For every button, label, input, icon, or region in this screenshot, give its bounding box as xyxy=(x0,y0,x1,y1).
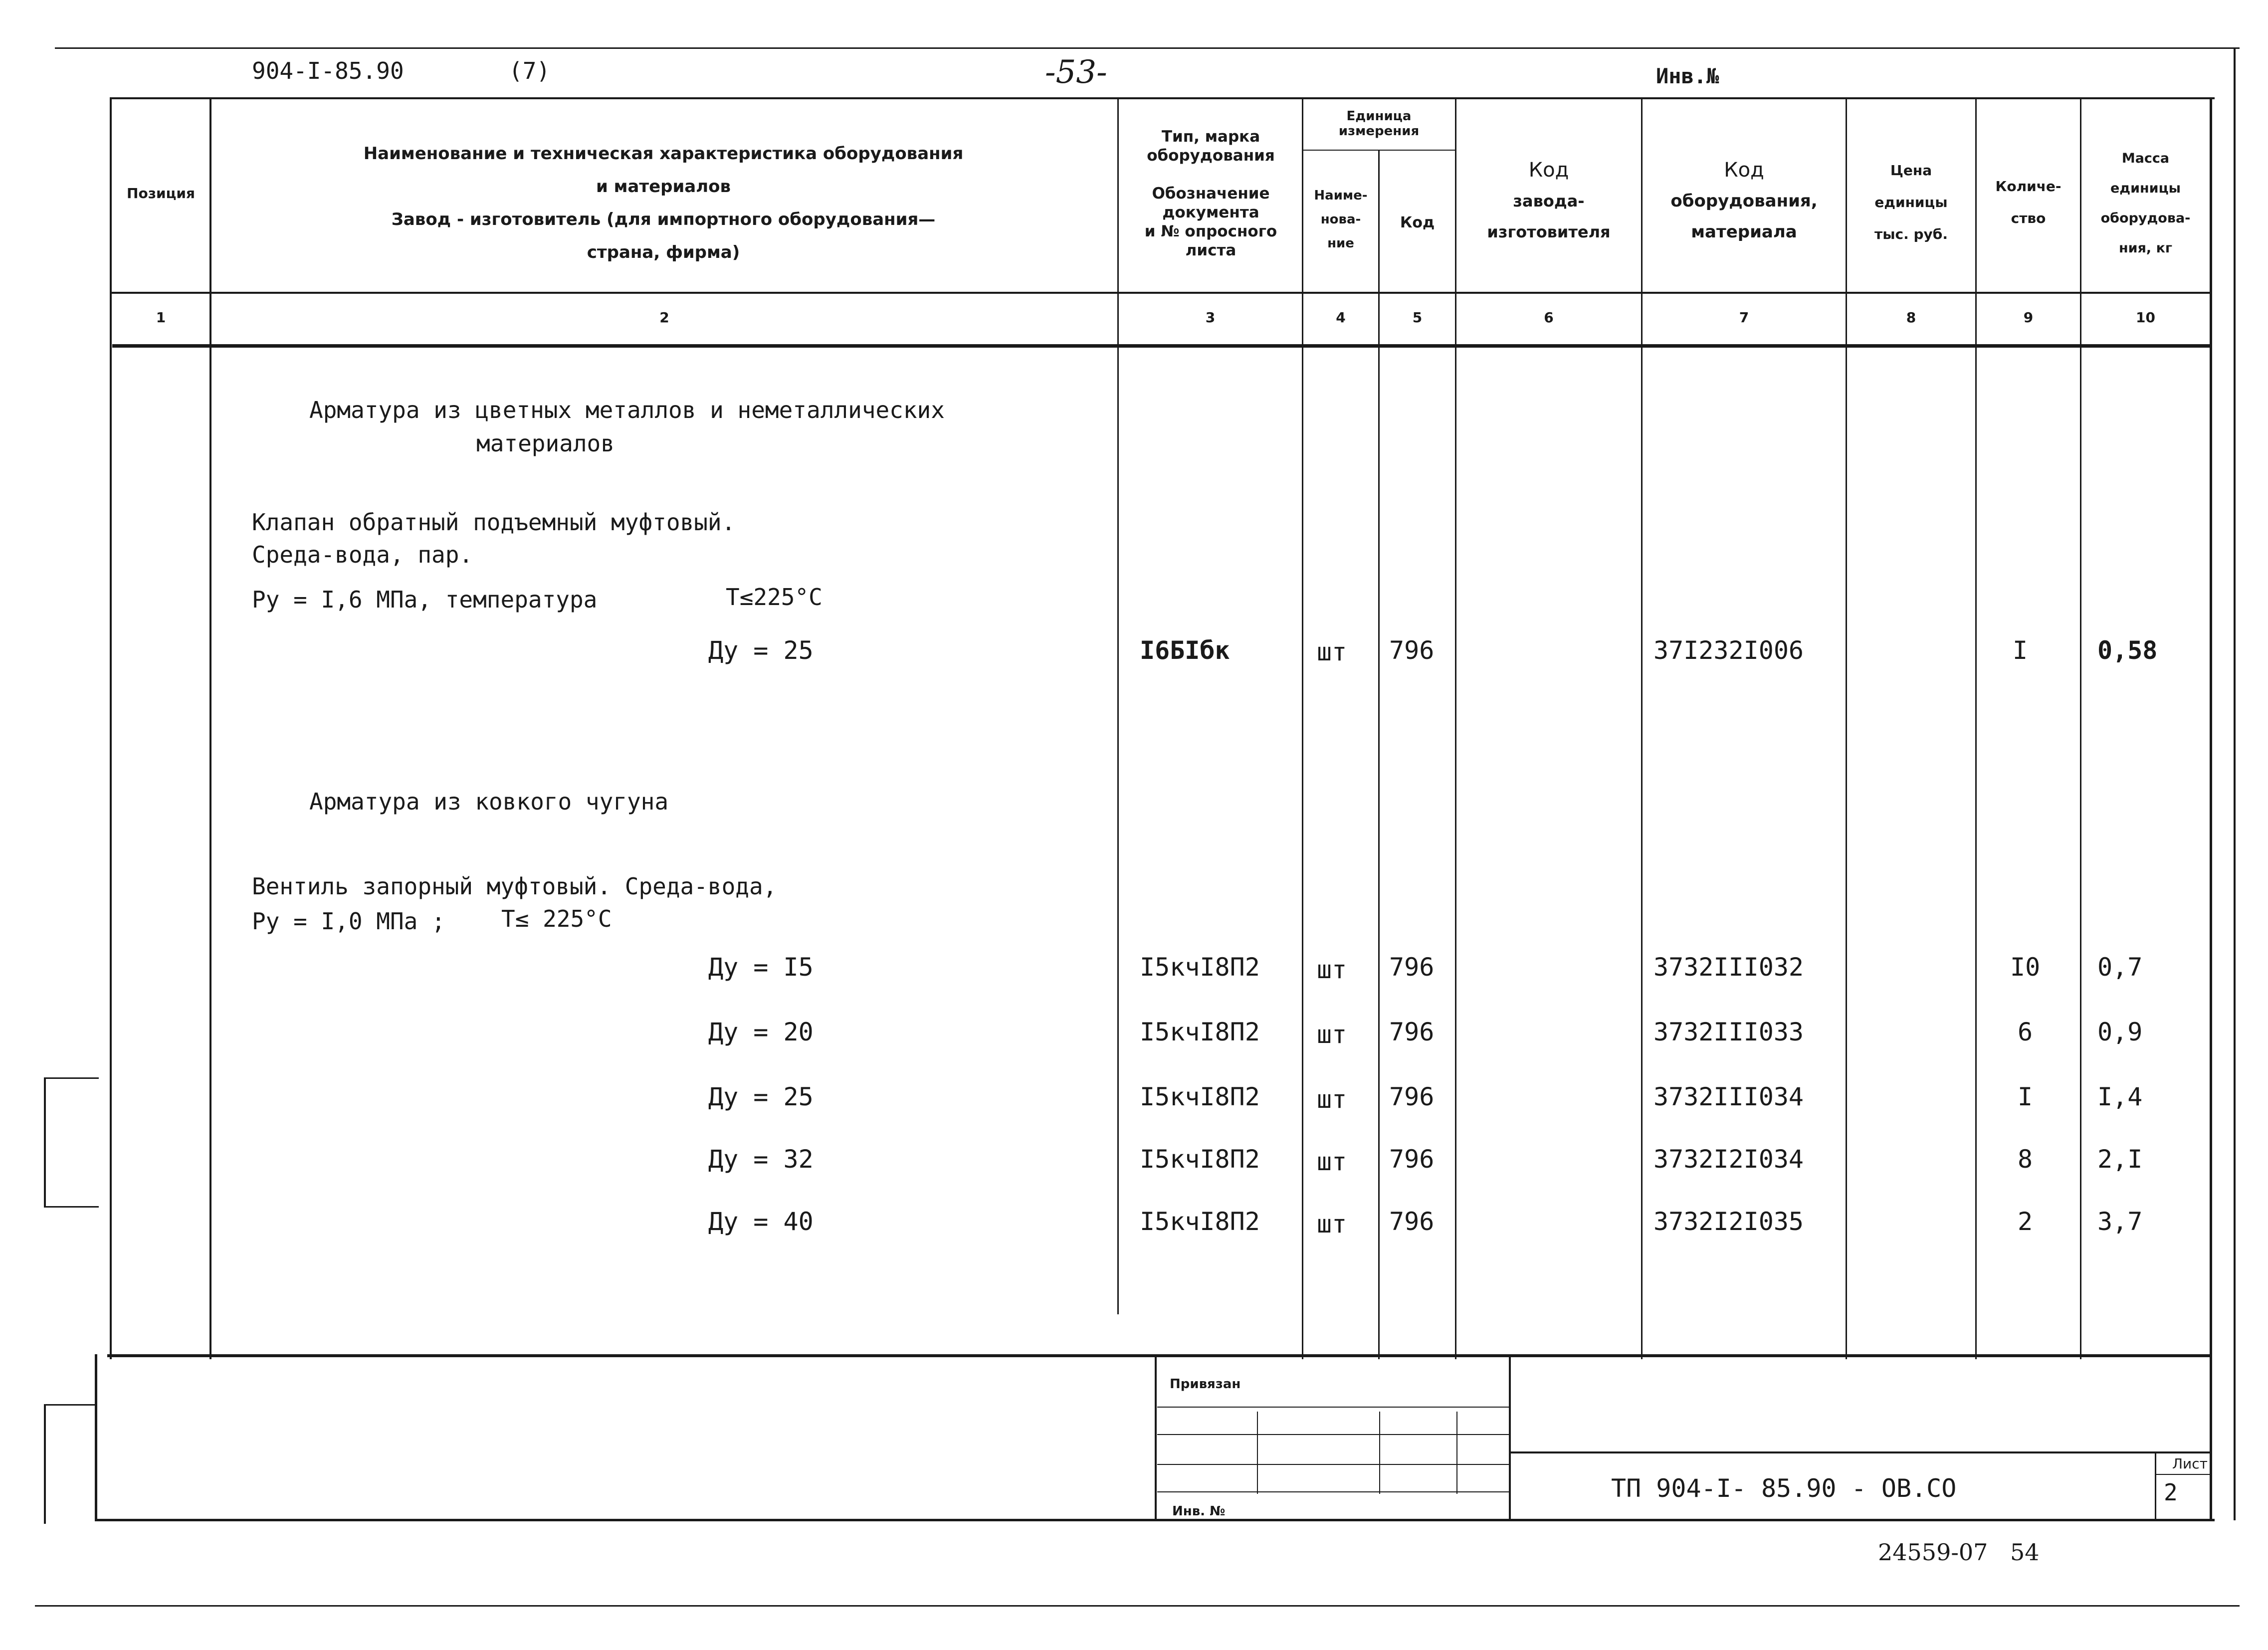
header-name-l1: Наименование и техническая характеристика оборудования xyxy=(363,144,964,164)
row-6-unit: шт xyxy=(1317,1210,1347,1238)
header-price xyxy=(1847,155,1975,250)
row-1-mass: 0,58 xyxy=(2097,636,2158,665)
row-5-du: Ду = 32 xyxy=(708,1145,814,1174)
header-factory-code-l2: завода- xyxy=(1513,192,1585,210)
item-shutoff-valve-temp: Т≤ 225°С xyxy=(501,905,612,932)
header-unit-name xyxy=(1303,184,1378,255)
row-6-code: 3732I2I035 xyxy=(1653,1207,1804,1236)
col-number-3: 3 xyxy=(1205,309,1216,326)
col-number-4: 4 xyxy=(1336,309,1346,326)
col-number-2: 2 xyxy=(659,309,669,326)
col-number-8: 8 xyxy=(1906,309,1916,326)
archive-page: 54 xyxy=(2010,1539,2040,1566)
section-title-nonferrous-l1: Арматура из цветных металлов и неметаллических xyxy=(309,397,945,423)
header-mass-l2: единицы xyxy=(2110,181,2181,196)
row-4-code: 3732III034 xyxy=(1653,1082,1804,1111)
header-mass-l4: ния, кг xyxy=(2119,240,2172,256)
header-name-l3: Завод - изготовитель (для импортного оборудования— xyxy=(391,209,936,229)
header-equipment-code-l2: оборудования, xyxy=(1670,191,1818,211)
row-5-code: 3732I2I034 xyxy=(1653,1145,1804,1174)
row-3-du: Ду = 20 xyxy=(708,1018,814,1046)
row-4-unit-code: 796 xyxy=(1389,1082,1435,1111)
header-price-l3: тыс. руб. xyxy=(1874,226,1948,242)
sheet-paren: (7) xyxy=(509,57,551,84)
header-type-l3: Обозначение xyxy=(1152,185,1270,203)
header-unit-code: Код xyxy=(1400,214,1435,231)
privyazan-label: Привязан xyxy=(1170,1377,1241,1392)
row-6-unit-code: 796 xyxy=(1389,1207,1435,1236)
header-price-l1: Цена xyxy=(1890,162,1932,179)
row-2-du: Ду = I5 xyxy=(708,953,814,982)
header-quantity-l2: ство xyxy=(2011,210,2046,226)
header-unit-name-l1: Наиме- xyxy=(1314,188,1368,203)
item-check-valve-l1: Клапан обратный подъемный муфтовый. xyxy=(252,509,736,536)
col-number-7: 7 xyxy=(1739,309,1749,326)
header-type-l4: документа xyxy=(1162,204,1259,221)
inv-no-label: Инв. № xyxy=(1172,1504,1226,1519)
row-3-unit-code: 796 xyxy=(1389,1018,1435,1046)
row-2-unit-code: 796 xyxy=(1389,953,1435,982)
page-number: -53- xyxy=(1045,54,1107,91)
col-number-6: 6 xyxy=(1544,309,1554,326)
item-check-valve-temp: Т≤225°С xyxy=(726,584,823,611)
header-type-l5: и № опросного xyxy=(1144,222,1277,240)
row-4-qty: I xyxy=(2018,1082,2033,1111)
header-factory-code-l1: Код xyxy=(1528,159,1569,182)
col-number-10: 10 xyxy=(2136,309,2155,326)
row-4-unit: шт xyxy=(1317,1085,1347,1114)
header-quantity-l1: Количе- xyxy=(1995,178,2062,195)
header-equipment-code-l3: материала xyxy=(1691,222,1797,242)
row-6-qty: 2 xyxy=(2018,1207,2033,1236)
header-mass-l3: оборудова- xyxy=(2100,210,2191,226)
row-3-unit: шт xyxy=(1317,1020,1347,1049)
header-type-l2: оборудования xyxy=(1147,147,1275,165)
row-1-unit-code: 796 xyxy=(1389,636,1435,665)
header-position: Позиция xyxy=(127,185,195,202)
row-3-mass: 0,9 xyxy=(2097,1018,2143,1046)
row-6-type: I5кчI8П2 xyxy=(1140,1207,1260,1236)
header-type xyxy=(1120,127,1302,260)
header-unit-name-l2: нова- xyxy=(1320,212,1361,227)
header-factory-code xyxy=(1456,155,1641,247)
header-unit-group xyxy=(1303,109,1455,139)
row-1-unit: шт xyxy=(1317,637,1347,666)
row-5-unit: шт xyxy=(1317,1147,1347,1176)
item-shutoff-valve-l1: Вентиль запорный муфтовый. Среда-вода, xyxy=(252,873,777,900)
header-type-l6: листа xyxy=(1185,241,1237,259)
row-4-type: I5кчI8П2 xyxy=(1140,1082,1260,1111)
row-5-qty: 8 xyxy=(2018,1145,2033,1174)
header-quantity xyxy=(1977,171,2080,234)
row-1-du: Ду = 25 xyxy=(708,636,814,665)
row-2-qty: I0 xyxy=(2010,953,2041,982)
row-1-type: I6БIбк xyxy=(1140,636,1230,665)
section-title-nonferrous-l2: материалов xyxy=(476,430,615,457)
row-5-unit-code: 796 xyxy=(1389,1145,1435,1174)
header-unit-l1: Единица xyxy=(1346,109,1412,124)
row-3-qty: 6 xyxy=(2018,1018,2033,1046)
row-1-qty: I xyxy=(2013,636,2028,665)
doc-code: 904-I-85.90 xyxy=(252,57,404,84)
sheet-number: 2 xyxy=(2164,1479,2178,1506)
row-3-code: 3732III033 xyxy=(1653,1018,1804,1046)
row-2-type: I5кчI8П2 xyxy=(1140,953,1260,982)
item-check-valve-l2: Среда-вода, пар. xyxy=(252,541,473,568)
row-4-mass: I,4 xyxy=(2097,1082,2143,1111)
header-mass-l1: Масса xyxy=(2121,151,2170,166)
row-6-mass: 3,7 xyxy=(2097,1207,2143,1236)
header-equipment-code-l1: Код xyxy=(1724,159,1764,182)
row-4-du: Ду = 25 xyxy=(708,1082,814,1111)
header-mass xyxy=(2081,144,2210,263)
header-factory-code-l3: изготовителя xyxy=(1487,222,1611,241)
item-check-valve-l3: Ру = I,6 МПа, температура xyxy=(252,586,598,613)
row-2-code: 3732III032 xyxy=(1653,953,1804,982)
item-shutoff-valve-l2: Ру = I,0 МПа ; xyxy=(252,908,445,935)
col-number-9: 9 xyxy=(2023,309,2034,326)
archive-number: 24559-07 xyxy=(1878,1539,1988,1566)
section-title-malleable-iron: Арматура из ковкого чугуна xyxy=(309,788,669,815)
col-number-1: 1 xyxy=(156,309,166,326)
row-5-type: I5кчI8П2 xyxy=(1140,1145,1260,1174)
row-2-mass: 0,7 xyxy=(2097,953,2143,982)
header-price-l2: единицы xyxy=(1874,194,1948,210)
row-5-mass: 2,I xyxy=(2097,1145,2143,1174)
row-3-type: I5кчI8П2 xyxy=(1140,1018,1260,1046)
header-name-l2: и материалов xyxy=(596,177,731,197)
row-2-unit: шт xyxy=(1317,955,1347,984)
row-6-du: Ду = 40 xyxy=(708,1207,814,1236)
col-number-5: 5 xyxy=(1412,309,1423,326)
header-name xyxy=(214,137,1112,269)
sheet-label: Лист xyxy=(2172,1455,2208,1472)
document-designation: ТП 904-I- 85.90 - ОВ.СО xyxy=(1611,1474,1957,1503)
header-equipment-code xyxy=(1643,155,1846,247)
row-1-code: 37I232I006 xyxy=(1653,636,1804,665)
header-unit-name-l3: ние xyxy=(1327,236,1354,251)
header-name-l4: страна, фирма) xyxy=(587,242,740,262)
inv-label: Инв.№ xyxy=(1656,64,1719,88)
header-type-l1: Тип, марка xyxy=(1161,128,1260,146)
header-unit-l2: измерения xyxy=(1338,124,1420,139)
